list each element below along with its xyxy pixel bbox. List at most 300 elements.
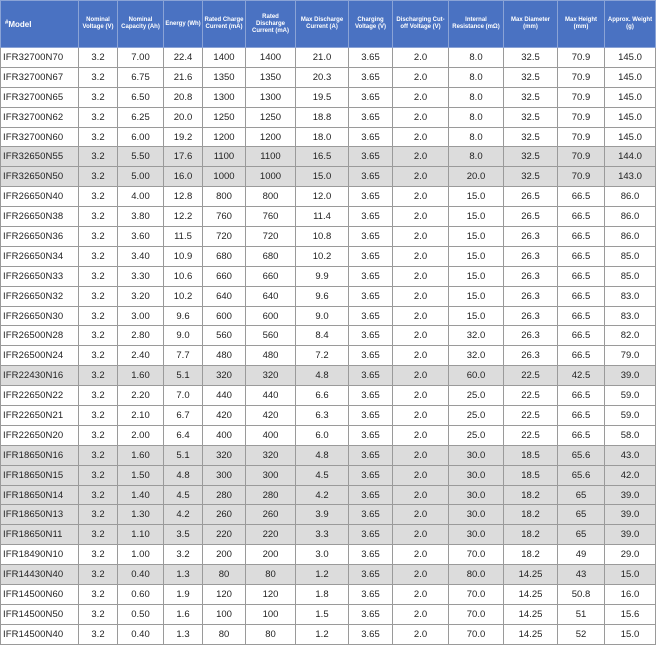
cell-rated-discharge-current: 1000 xyxy=(246,167,296,187)
cell-rated-charge-current: 320 xyxy=(203,366,246,386)
cell-internal-resistance: 70.0 xyxy=(449,624,504,644)
cell-approx-weight: 86.0 xyxy=(605,187,656,207)
table-row xyxy=(1,604,656,624)
cell-rated-charge-current: 560 xyxy=(203,326,246,346)
cell-energy: 5.1 xyxy=(164,366,203,386)
cell-rated-discharge-current: 600 xyxy=(246,306,296,326)
cell-max-diameter: 26.3 xyxy=(504,227,558,247)
cell-model: IFR26650N32 xyxy=(1,286,79,306)
cell-nominal-voltage: 3.2 xyxy=(79,465,118,485)
cell-max-discharge-current: 3.3 xyxy=(296,525,349,545)
cell-rated-discharge-current: 560 xyxy=(246,326,296,346)
cell-rated-discharge-current: 640 xyxy=(246,286,296,306)
cell-internal-resistance: 30.0 xyxy=(449,445,504,465)
cell-energy: 1.6 xyxy=(164,604,203,624)
cell-discharging-cutoff-voltage: 2.0 xyxy=(393,326,449,346)
cell-nominal-capacity: 1.10 xyxy=(118,525,164,545)
cell-model: IFR18650N13 xyxy=(1,505,79,525)
cell-nominal-voltage: 3.2 xyxy=(79,147,118,167)
cell-max-height: 43 xyxy=(558,565,605,585)
cell-nominal-capacity: 6.50 xyxy=(118,87,164,107)
cell-max-discharge-current: 21.0 xyxy=(296,48,349,68)
cell-nominal-capacity: 4.00 xyxy=(118,187,164,207)
cell-nominal-capacity: 1.60 xyxy=(118,445,164,465)
cell-rated-discharge-current: 800 xyxy=(246,187,296,207)
cell-rated-discharge-current: 1400 xyxy=(246,48,296,68)
cell-internal-resistance: 30.0 xyxy=(449,505,504,525)
cell-rated-charge-current: 420 xyxy=(203,406,246,426)
cell-discharging-cutoff-voltage: 2.0 xyxy=(393,425,449,445)
cell-model: IFR26650N30 xyxy=(1,306,79,326)
cell-approx-weight: 86.0 xyxy=(605,207,656,227)
cell-charging-voltage: 3.65 xyxy=(349,246,393,266)
cell-approx-weight: 86.0 xyxy=(605,227,656,247)
table-row xyxy=(1,346,656,366)
header-charging-voltage: Charging Voltage (V) xyxy=(349,1,393,48)
cell-max-discharge-current: 16.5 xyxy=(296,147,349,167)
cell-max-discharge-current: 18.8 xyxy=(296,107,349,127)
cell-charging-voltage: 3.65 xyxy=(349,167,393,187)
cell-max-discharge-current: 20.3 xyxy=(296,67,349,87)
cell-energy: 12.2 xyxy=(164,207,203,227)
cell-energy: 10.2 xyxy=(164,286,203,306)
cell-max-diameter: 18.2 xyxy=(504,545,558,565)
cell-nominal-voltage: 3.2 xyxy=(79,306,118,326)
cell-max-height: 66.5 xyxy=(558,286,605,306)
cell-nominal-capacity: 6.00 xyxy=(118,127,164,147)
cell-nominal-capacity: 1.50 xyxy=(118,465,164,485)
cell-model: IFR18490N10 xyxy=(1,545,79,565)
cell-rated-discharge-current: 320 xyxy=(246,445,296,465)
cell-rated-discharge-current: 440 xyxy=(246,386,296,406)
cell-rated-discharge-current: 260 xyxy=(246,505,296,525)
cell-rated-discharge-current: 220 xyxy=(246,525,296,545)
cell-nominal-capacity: 0.60 xyxy=(118,585,164,605)
cell-max-discharge-current: 1.2 xyxy=(296,565,349,585)
cell-approx-weight: 83.0 xyxy=(605,286,656,306)
cell-discharging-cutoff-voltage: 2.0 xyxy=(393,127,449,147)
table-row xyxy=(1,565,656,585)
cell-max-diameter: 22.5 xyxy=(504,366,558,386)
cell-max-diameter: 26.3 xyxy=(504,346,558,366)
cell-rated-charge-current: 1300 xyxy=(203,87,246,107)
cell-rated-discharge-current: 660 xyxy=(246,266,296,286)
cell-approx-weight: 39.0 xyxy=(605,485,656,505)
cell-approx-weight: 39.0 xyxy=(605,525,656,545)
cell-rated-charge-current: 280 xyxy=(203,485,246,505)
cell-discharging-cutoff-voltage: 2.0 xyxy=(393,167,449,187)
cell-energy: 7.7 xyxy=(164,346,203,366)
cell-energy: 20.0 xyxy=(164,107,203,127)
cell-max-discharge-current: 3.9 xyxy=(296,505,349,525)
cell-max-diameter: 26.3 xyxy=(504,246,558,266)
cell-nominal-capacity: 5.00 xyxy=(118,167,164,187)
cell-rated-charge-current: 680 xyxy=(203,246,246,266)
cell-approx-weight: 39.0 xyxy=(605,505,656,525)
cell-rated-discharge-current: 1300 xyxy=(246,87,296,107)
cell-discharging-cutoff-voltage: 2.0 xyxy=(393,147,449,167)
cell-max-diameter: 14.25 xyxy=(504,565,558,585)
cell-approx-weight: 43.0 xyxy=(605,445,656,465)
cell-model: IFR26650N38 xyxy=(1,207,79,227)
cell-internal-resistance: 8.0 xyxy=(449,127,504,147)
cell-charging-voltage: 3.65 xyxy=(349,127,393,147)
cell-discharging-cutoff-voltage: 2.0 xyxy=(393,67,449,87)
cell-approx-weight: 145.0 xyxy=(605,87,656,107)
cell-max-discharge-current: 11.4 xyxy=(296,207,349,227)
cell-internal-resistance: 8.0 xyxy=(449,107,504,127)
cell-nominal-voltage: 3.2 xyxy=(79,67,118,87)
table-row xyxy=(1,386,656,406)
cell-max-discharge-current: 3.0 xyxy=(296,545,349,565)
cell-rated-charge-current: 320 xyxy=(203,445,246,465)
cell-charging-voltage: 3.65 xyxy=(349,306,393,326)
cell-max-height: 66.5 xyxy=(558,425,605,445)
cell-charging-voltage: 3.65 xyxy=(349,366,393,386)
cell-rated-charge-current: 800 xyxy=(203,187,246,207)
cell-approx-weight: 145.0 xyxy=(605,67,656,87)
cell-approx-weight: 59.0 xyxy=(605,386,656,406)
cell-charging-voltage: 3.65 xyxy=(349,525,393,545)
cell-model: IFR32700N62 xyxy=(1,107,79,127)
cell-rated-charge-current: 220 xyxy=(203,525,246,545)
cell-charging-voltage: 3.65 xyxy=(349,624,393,644)
cell-energy: 10.9 xyxy=(164,246,203,266)
header-approx-weight: Approx. Weight (g) xyxy=(605,1,656,48)
cell-nominal-capacity: 3.60 xyxy=(118,227,164,247)
cell-model: IFR14500N50 xyxy=(1,604,79,624)
cell-nominal-voltage: 3.2 xyxy=(79,525,118,545)
cell-max-height: 65 xyxy=(558,525,605,545)
cell-rated-discharge-current: 720 xyxy=(246,227,296,247)
cell-rated-discharge-current: 760 xyxy=(246,207,296,227)
cell-energy: 21.6 xyxy=(164,67,203,87)
cell-max-diameter: 32.5 xyxy=(504,147,558,167)
header-nominal-voltage: Nominal Voltage (V) xyxy=(79,1,118,48)
cell-internal-resistance: 15.0 xyxy=(449,207,504,227)
cell-nominal-voltage: 3.2 xyxy=(79,187,118,207)
cell-max-diameter: 14.25 xyxy=(504,604,558,624)
cell-rated-charge-current: 440 xyxy=(203,386,246,406)
table-row xyxy=(1,266,656,286)
table-row xyxy=(1,187,656,207)
cell-max-diameter: 14.25 xyxy=(504,624,558,644)
cell-nominal-capacity: 0.40 xyxy=(118,565,164,585)
cell-rated-charge-current: 400 xyxy=(203,425,246,445)
cell-nominal-voltage: 3.2 xyxy=(79,604,118,624)
table-row xyxy=(1,127,656,147)
cell-internal-resistance: 30.0 xyxy=(449,525,504,545)
cell-max-height: 66.5 xyxy=(558,207,605,227)
cell-max-diameter: 18.2 xyxy=(504,525,558,545)
cell-charging-voltage: 3.65 xyxy=(349,187,393,207)
cell-max-discharge-current: 10.2 xyxy=(296,246,349,266)
cell-nominal-voltage: 3.2 xyxy=(79,246,118,266)
header-row xyxy=(1,1,656,48)
cell-energy: 9.0 xyxy=(164,326,203,346)
cell-max-height: 65 xyxy=(558,485,605,505)
cell-max-height: 66.5 xyxy=(558,406,605,426)
cell-nominal-capacity: 3.30 xyxy=(118,266,164,286)
cell-nominal-voltage: 3.2 xyxy=(79,545,118,565)
table-row xyxy=(1,286,656,306)
cell-model: IFR32700N65 xyxy=(1,87,79,107)
cell-max-discharge-current: 4.5 xyxy=(296,465,349,485)
cell-max-discharge-current: 9.6 xyxy=(296,286,349,306)
cell-discharging-cutoff-voltage: 2.0 xyxy=(393,485,449,505)
cell-max-height: 65.6 xyxy=(558,465,605,485)
cell-rated-charge-current: 80 xyxy=(203,624,246,644)
header-max-diameter: Max Diameter (mm) xyxy=(504,1,558,48)
cell-model: IFR14430N40 xyxy=(1,565,79,585)
cell-model: IFR26650N40 xyxy=(1,187,79,207)
cell-max-diameter: 26.3 xyxy=(504,326,558,346)
cell-approx-weight: 59.0 xyxy=(605,406,656,426)
table-row xyxy=(1,465,656,485)
cell-rated-charge-current: 1100 xyxy=(203,147,246,167)
cell-model: IFR32700N70 xyxy=(1,48,79,68)
cell-rated-discharge-current: 400 xyxy=(246,425,296,445)
cell-nominal-capacity: 0.50 xyxy=(118,604,164,624)
cell-nominal-voltage: 3.2 xyxy=(79,167,118,187)
cell-model: IFR32700N67 xyxy=(1,67,79,87)
cell-max-diameter: 18.2 xyxy=(504,505,558,525)
table-row xyxy=(1,227,656,247)
cell-discharging-cutoff-voltage: 2.0 xyxy=(393,604,449,624)
cell-max-height: 65 xyxy=(558,505,605,525)
cell-model: IFR14500N60 xyxy=(1,585,79,605)
cell-nominal-capacity: 2.10 xyxy=(118,406,164,426)
cell-energy: 5.1 xyxy=(164,445,203,465)
cell-model: IFR26650N34 xyxy=(1,246,79,266)
cell-discharging-cutoff-voltage: 2.0 xyxy=(393,346,449,366)
cell-rated-charge-current: 600 xyxy=(203,306,246,326)
cell-max-discharge-current: 8.4 xyxy=(296,326,349,346)
cell-internal-resistance: 15.0 xyxy=(449,306,504,326)
cell-max-discharge-current: 10.8 xyxy=(296,227,349,247)
cell-rated-charge-current: 1250 xyxy=(203,107,246,127)
table-header xyxy=(1,1,656,48)
cell-model: IFR18650N14 xyxy=(1,485,79,505)
cell-charging-voltage: 3.65 xyxy=(349,604,393,624)
cell-charging-voltage: 3.65 xyxy=(349,286,393,306)
cell-approx-weight: 145.0 xyxy=(605,127,656,147)
header-rated-discharge-current: Rated Discharge Current (mA) xyxy=(246,1,296,48)
cell-rated-charge-current: 660 xyxy=(203,266,246,286)
cell-energy: 1.3 xyxy=(164,565,203,585)
cell-nominal-capacity: 2.80 xyxy=(118,326,164,346)
table-row xyxy=(1,326,656,346)
cell-max-discharge-current: 19.5 xyxy=(296,87,349,107)
cell-max-discharge-current: 7.2 xyxy=(296,346,349,366)
cell-max-diameter: 32.5 xyxy=(504,48,558,68)
cell-rated-discharge-current: 200 xyxy=(246,545,296,565)
cell-discharging-cutoff-voltage: 2.0 xyxy=(393,406,449,426)
cell-max-diameter: 32.5 xyxy=(504,107,558,127)
cell-max-height: 66.5 xyxy=(558,306,605,326)
cell-model: IFR22650N20 xyxy=(1,425,79,445)
cell-internal-resistance: 8.0 xyxy=(449,48,504,68)
cell-max-height: 66.5 xyxy=(558,227,605,247)
cell-discharging-cutoff-voltage: 2.0 xyxy=(393,87,449,107)
cell-discharging-cutoff-voltage: 2.0 xyxy=(393,187,449,207)
cell-nominal-capacity: 3.40 xyxy=(118,246,164,266)
cell-model: IFR18650N16 xyxy=(1,445,79,465)
cell-model: IFR18650N15 xyxy=(1,465,79,485)
cell-rated-charge-current: 480 xyxy=(203,346,246,366)
cell-energy: 22.4 xyxy=(164,48,203,68)
cell-approx-weight: 15.0 xyxy=(605,565,656,585)
cell-approx-weight: 16.0 xyxy=(605,585,656,605)
cell-internal-resistance: 8.0 xyxy=(449,147,504,167)
cell-discharging-cutoff-voltage: 2.0 xyxy=(393,227,449,247)
cell-max-diameter: 18.5 xyxy=(504,445,558,465)
cell-internal-resistance: 15.0 xyxy=(449,246,504,266)
cell-charging-voltage: 3.65 xyxy=(349,227,393,247)
cell-charging-voltage: 3.65 xyxy=(349,107,393,127)
cell-charging-voltage: 3.65 xyxy=(349,485,393,505)
cell-max-diameter: 26.3 xyxy=(504,266,558,286)
cell-max-diameter: 32.5 xyxy=(504,87,558,107)
cell-model: IFR32650N55 xyxy=(1,147,79,167)
cell-nominal-capacity: 3.20 xyxy=(118,286,164,306)
cell-max-diameter: 32.5 xyxy=(504,127,558,147)
cell-rated-discharge-current: 80 xyxy=(246,624,296,644)
cell-approx-weight: 42.0 xyxy=(605,465,656,485)
cell-energy: 19.2 xyxy=(164,127,203,147)
cell-nominal-capacity: 7.00 xyxy=(118,48,164,68)
table-row xyxy=(1,585,656,605)
cell-max-height: 49 xyxy=(558,545,605,565)
cell-nominal-capacity: 2.00 xyxy=(118,425,164,445)
cell-max-discharge-current: 12.0 xyxy=(296,187,349,207)
cell-internal-resistance: 25.0 xyxy=(449,406,504,426)
cell-rated-discharge-current: 480 xyxy=(246,346,296,366)
cell-internal-resistance: 30.0 xyxy=(449,465,504,485)
cell-discharging-cutoff-voltage: 2.0 xyxy=(393,565,449,585)
cell-energy: 1.9 xyxy=(164,585,203,605)
table-row xyxy=(1,246,656,266)
table-row xyxy=(1,87,656,107)
cell-discharging-cutoff-voltage: 2.0 xyxy=(393,624,449,644)
table-row xyxy=(1,67,656,87)
cell-max-discharge-current: 9.0 xyxy=(296,306,349,326)
cell-max-discharge-current: 4.2 xyxy=(296,485,349,505)
cell-energy: 17.6 xyxy=(164,147,203,167)
cell-max-height: 70.9 xyxy=(558,127,605,147)
cell-max-discharge-current: 4.8 xyxy=(296,445,349,465)
cell-max-height: 66.5 xyxy=(558,326,605,346)
table-row xyxy=(1,425,656,445)
header-energy: Energy (Wh) xyxy=(164,1,203,48)
cell-internal-resistance: 15.0 xyxy=(449,227,504,247)
cell-approx-weight: 143.0 xyxy=(605,167,656,187)
table-row xyxy=(1,147,656,167)
cell-charging-voltage: 3.65 xyxy=(349,48,393,68)
cell-internal-resistance: 25.0 xyxy=(449,386,504,406)
cell-max-diameter: 22.5 xyxy=(504,386,558,406)
cell-nominal-capacity: 1.00 xyxy=(118,545,164,565)
cell-approx-weight: 85.0 xyxy=(605,266,656,286)
cell-model: IFR22430N16 xyxy=(1,366,79,386)
cell-rated-discharge-current: 100 xyxy=(246,604,296,624)
cell-model: IFR14500N40 xyxy=(1,624,79,644)
cell-max-diameter: 26.3 xyxy=(504,286,558,306)
cell-approx-weight: 15.0 xyxy=(605,624,656,644)
cell-energy: 16.0 xyxy=(164,167,203,187)
cell-max-height: 66.5 xyxy=(558,246,605,266)
cell-model: IFR22650N21 xyxy=(1,406,79,426)
cell-energy: 20.8 xyxy=(164,87,203,107)
cell-model: IFR26650N36 xyxy=(1,227,79,247)
cell-rated-charge-current: 1000 xyxy=(203,167,246,187)
cell-approx-weight: 85.0 xyxy=(605,246,656,266)
cell-approx-weight: 79.0 xyxy=(605,346,656,366)
cell-energy: 1.3 xyxy=(164,624,203,644)
cell-nominal-capacity: 2.40 xyxy=(118,346,164,366)
header-rated-charge-current: Rated Charge Current (mA) xyxy=(203,1,246,48)
cell-nominal-voltage: 3.2 xyxy=(79,227,118,247)
cell-internal-resistance: 70.0 xyxy=(449,585,504,605)
cell-charging-voltage: 3.65 xyxy=(349,147,393,167)
cell-max-discharge-current: 4.8 xyxy=(296,366,349,386)
cell-discharging-cutoff-voltage: 2.0 xyxy=(393,505,449,525)
cell-max-height: 70.9 xyxy=(558,107,605,127)
cell-energy: 4.8 xyxy=(164,465,203,485)
cell-nominal-capacity: 6.75 xyxy=(118,67,164,87)
cell-discharging-cutoff-voltage: 2.0 xyxy=(393,545,449,565)
cell-rated-discharge-current: 1250 xyxy=(246,107,296,127)
cell-max-discharge-current: 1.8 xyxy=(296,585,349,605)
cell-approx-weight: 144.0 xyxy=(605,147,656,167)
cell-charging-voltage: 3.65 xyxy=(349,445,393,465)
cell-energy: 3.2 xyxy=(164,545,203,565)
table-row xyxy=(1,445,656,465)
cell-rated-discharge-current: 1100 xyxy=(246,147,296,167)
cell-internal-resistance: 15.0 xyxy=(449,286,504,306)
table-row xyxy=(1,505,656,525)
cell-charging-voltage: 3.65 xyxy=(349,266,393,286)
cell-model: IFR32700N60 xyxy=(1,127,79,147)
cell-nominal-voltage: 3.2 xyxy=(79,266,118,286)
cell-energy: 4.5 xyxy=(164,485,203,505)
cell-energy: 9.6 xyxy=(164,306,203,326)
cell-approx-weight: 58.0 xyxy=(605,425,656,445)
cell-max-discharge-current: 15.0 xyxy=(296,167,349,187)
cell-model: IFR22650N22 xyxy=(1,386,79,406)
cell-energy: 11.5 xyxy=(164,227,203,247)
cell-max-height: 66.5 xyxy=(558,187,605,207)
cell-internal-resistance: 8.0 xyxy=(449,67,504,87)
header-discharging-cutoff-voltage: Discharging Cut-off Voltage (V) xyxy=(393,1,449,48)
cell-rated-charge-current: 640 xyxy=(203,286,246,306)
cell-internal-resistance: 20.0 xyxy=(449,167,504,187)
header-internal-resistance: Internal Resistance (mΩ) xyxy=(449,1,504,48)
cell-max-height: 50.8 xyxy=(558,585,605,605)
cell-internal-resistance: 70.0 xyxy=(449,604,504,624)
cell-internal-resistance: 70.0 xyxy=(449,545,504,565)
cell-rated-charge-current: 80 xyxy=(203,565,246,585)
cell-max-discharge-current: 1.2 xyxy=(296,624,349,644)
cell-max-height: 42.5 xyxy=(558,366,605,386)
cell-rated-charge-current: 100 xyxy=(203,604,246,624)
cell-energy: 7.0 xyxy=(164,386,203,406)
cell-max-diameter: 22.5 xyxy=(504,406,558,426)
cell-model: IFR26650N33 xyxy=(1,266,79,286)
cell-max-height: 70.9 xyxy=(558,147,605,167)
table-row xyxy=(1,624,656,644)
cell-max-discharge-current: 6.0 xyxy=(296,425,349,445)
